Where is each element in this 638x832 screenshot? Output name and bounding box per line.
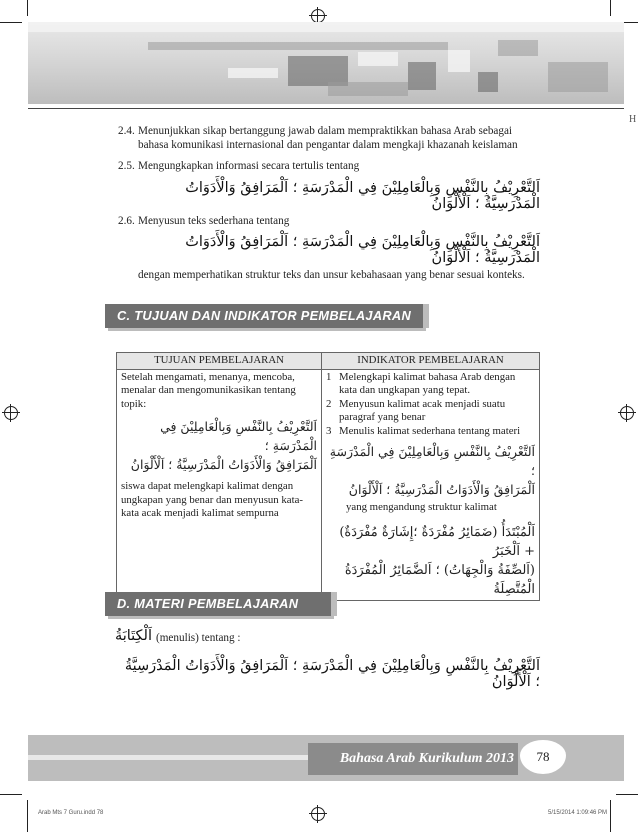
registration-mark-icon [311, 807, 325, 821]
arabic-structure: اَلْمُبْتَدَأُ (ضَمَائِرُ مُفْرَدَةٌ ؛إِشَارَةٌ مُفْرَدَةٌ) + اَلْخَبَرُ [339, 524, 535, 559]
list-item: 1 Melengkapi kalimat bahasa Arab dengan kata dan ungkapan yang tepat. [326, 370, 516, 396]
arabic-word: اَلْكِتَابَةُ [114, 628, 152, 644]
crop-mark [616, 794, 638, 795]
table-header-cell: TUJUAN PEMBELAJARAN [117, 353, 322, 370]
indicator-note: yang mengandung struktur kalimat [346, 501, 497, 513]
slug-left: Arab Mts 7 Guru.indd 78 [38, 810, 104, 816]
arabic-topics: اَلتَّعْرِيْفُ بِالنَّفْسِ وَبِالْعَامِلِيْنَ فِي الْمَدْرَسَةِ ؛ [160, 419, 317, 453]
table-row [117, 369, 540, 600]
section-heading-c: C. TUJUAN DAN INDIKATOR PEMBELAJARAN [105, 304, 423, 328]
header-rule [28, 108, 624, 109]
crop-mark [0, 794, 22, 795]
table-header-cell: INDIKATOR PEMBELAJARAN [322, 353, 540, 370]
crop-mark [610, 800, 611, 832]
footer-title: Bahasa Arab Kurikulum 2013 [339, 751, 514, 766]
tujuan-outro: siswa dapat melengkapi kalimat dengan ungkapan yang benar dan menyusun kata-kata acak menjadi kalimat sempurna [121, 480, 303, 519]
table-cell [322, 369, 540, 600]
objectives-table [116, 352, 540, 601]
objective-note: dengan memperhatikan struktur teks dan unsur kebahasaan yang benar sesuai konteks. [138, 269, 525, 281]
materi-label: (menulis) tentang : [156, 632, 241, 644]
arabic-topics: اَلْمَرَافِقُ وَالْأَدَوَاتُ الْمَدْرَسِيَّةُ ؛ اَلْأَلْوَانُ [130, 457, 317, 472]
registration-mark-icon [4, 406, 18, 420]
crop-mark [610, 0, 611, 16]
tujuan-intro: Setelah mengamati, menanya, mencoba, menalar dan mengomunikasikan tentang topik: [121, 370, 296, 410]
header-banner [28, 22, 624, 104]
arabic-topics: اَلْمَرَافِقُ وَالْأَدَوَاتُ الْمَدْرَسِيَّةُ ؛ اَلْأَلْوَانُ [348, 482, 535, 497]
table-header-row [117, 353, 540, 370]
crop-mark [0, 22, 22, 23]
arabic-topics: اَلتَّعْرِيْفُ بِالنَّفْسِ وَبِالْعَامِلِيْنَ فِي الْمَدْرَسَةِ ؛ اَلْمَرَافِقُ وَالْأَدَوَاتُ الْمَدْرَسِيَّةُ ؛ اَلْأَلْوَانُ [185, 180, 540, 212]
objective-2-4: 2.4. Menunjukkan sikap bertanggung jawab dalam mempraktikkan bahasa Arab sebagai bahasa komunikasi internasional dan pengantar dalam mengkaji khazanah keislaman [118, 125, 518, 151]
section-heading-d: D. MATERI PEMBELAJARAN [105, 592, 331, 616]
registration-mark-icon [311, 9, 325, 23]
crop-mark [27, 800, 28, 832]
page-number: 78 [520, 740, 566, 774]
arabic-structure: (اَلصِّفَةُ وَالْجِهَاتُ) ؛ اَلضَّمَائِرُ الْمُفْرَدَةُ الْمُتَّصِلَةُ [344, 562, 535, 597]
arabic-topics: اَلتَّعْرِيْفُ بِالنَّفْسِ وَبِالْعَامِلِيْنَ فِي الْمَدْرَسَةِ ؛ اَلْمَرَافِقُ وَالْأَدَوَاتُ الْمَدْرَسِيَّةُ ؛ اَلْأَلْوَانُ [185, 234, 540, 266]
arabic-topics: اَلتَّعْرِيْفُ بِالنَّفْسِ وَبِالْعَامِلِيْنَ فِي الْمَدْرَسَةِ ؛ [329, 444, 535, 478]
arabic-topics: اَلتَّعْرِيْفُ بِالنَّفْسِ وَبِالْعَامِلِيْنَ فِي الْمَدْرَسَةِ ؛ اَلْمَرَافِقُ وَالْأَدَوَاتُ الْمَدْرَسِيَّةُ ؛ اَلْأَلْوَانُ [124, 658, 540, 690]
objective-2-6: 2.6. Menyusun teks sederhana tentang [118, 215, 290, 227]
side-mark: H [629, 114, 637, 125]
table-cell [117, 369, 322, 600]
crop-mark [27, 0, 28, 16]
objective-2-5: 2.5. Mengungkapkan informasi secara tertulis tentang [118, 160, 360, 172]
list-item: 2 Menyusun kalimat acak menjadi suatu paragraf yang benar [326, 397, 506, 423]
registration-mark-icon [620, 406, 634, 420]
slug-right: 5/15/2014 1:09:46 PM [548, 810, 608, 816]
list-item: 3 Menulis kalimat sederhana tentang materi [326, 424, 521, 437]
